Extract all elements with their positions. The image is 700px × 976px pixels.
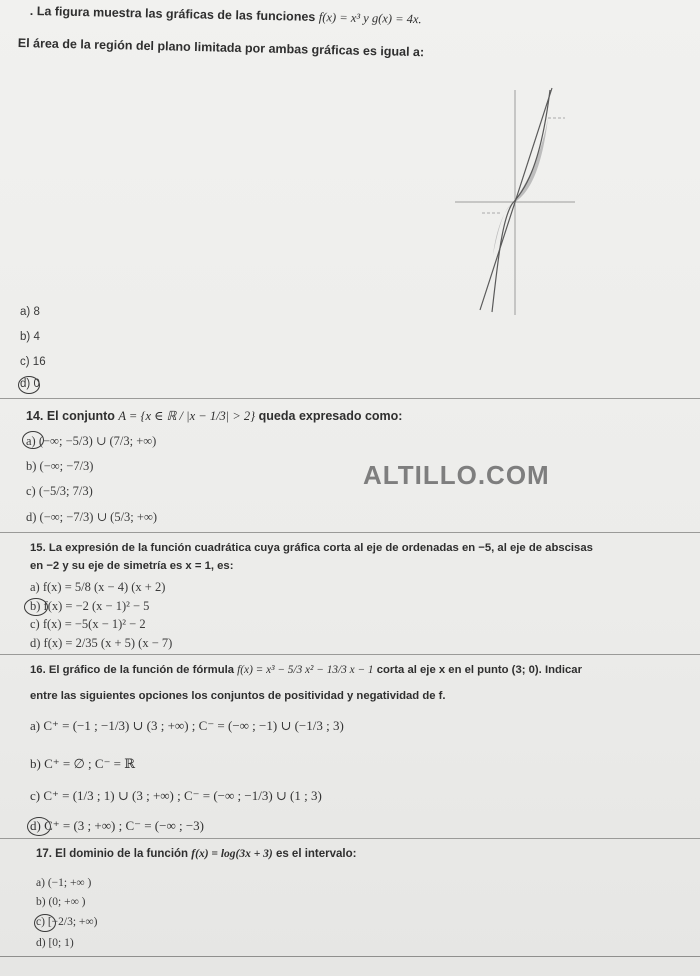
q14-set-definition: A = {x ∈ ℝ / |x − 1/3| > 2} <box>118 409 256 423</box>
option-label: a) <box>20 306 31 318</box>
q17-option-b[interactable] <box>36 896 86 908</box>
divider <box>0 838 700 839</box>
q16-option-d[interactable] <box>30 818 204 834</box>
q15-statement-line2: en −2 y su eje de simetría es x = 1, es: <box>30 560 234 572</box>
q15-answer-mark <box>24 598 48 616</box>
q14-option-b[interactable] <box>26 459 93 474</box>
q14-option-d[interactable] <box>26 509 157 525</box>
q15-statement-line1: 15. La expresión de la función cuadrática cuya gráfica corta al eje de ordenadas en −5, al eje de abscisas <box>30 542 593 554</box>
option-text: f(x) = 5/8 (x − 4) (x + 2) <box>42 580 166 594</box>
option-text: (−∞; −7/3) ∪ (5/3; +∞) <box>39 510 158 524</box>
option-label: b) <box>26 459 37 473</box>
option-label: d) <box>30 818 41 833</box>
q17-statement-prefix: 17. El dominio de la función <box>36 848 189 860</box>
q13-option-b[interactable] <box>20 331 40 343</box>
option-label: b) <box>20 331 31 343</box>
f-cubic-graph <box>492 90 550 312</box>
q13-statement-line1 <box>30 4 422 27</box>
option-text: (−5/3; 7/3) <box>38 484 93 498</box>
option-text: (0; +∞ ) <box>48 896 86 908</box>
option-text: 8 <box>33 306 40 318</box>
q16-statement-line2: entre las siguientes opciones los conjuntos de positividad y negatividad de f. <box>30 690 446 702</box>
option-label: d) <box>30 636 41 650</box>
shaded-region-upper <box>512 118 548 204</box>
q17-statement-suffix: es el intervalo: <box>275 848 357 860</box>
q13-statement-line2: El área de la región del plano limitada por ambas gráficas es igual a: <box>17 36 425 60</box>
option-text: f(x) = −5(x − 1)² − 2 <box>42 617 146 631</box>
q13-option-c[interactable] <box>20 356 46 368</box>
divider <box>0 532 700 533</box>
q16-statement-suffix: corta al eje x en el punto (3; 0). Indicar <box>376 664 582 676</box>
option-text: f(x) = −2 (x − 1)² − 5 <box>43 599 150 613</box>
option-text: C⁺ = ∅ ; C⁻ = ℝ <box>44 756 136 771</box>
option-label: c) <box>20 356 30 368</box>
q16-option-c[interactable] <box>30 788 322 804</box>
option-label: a) <box>36 877 45 889</box>
option-label: c) <box>26 484 36 498</box>
q13-functions: f(x) = x³ y g(x) = 4x. <box>318 10 422 27</box>
divider <box>0 398 700 399</box>
q17-statement <box>36 848 356 860</box>
q15-option-a[interactable] <box>30 580 165 595</box>
option-label: c) <box>36 916 45 928</box>
option-text: 16 <box>32 356 46 368</box>
option-label: b) <box>30 756 41 771</box>
q17-option-a[interactable] <box>36 877 91 889</box>
q14-statement <box>26 408 402 424</box>
q13-option-a[interactable] <box>20 306 40 318</box>
q15-option-d[interactable] <box>30 636 172 651</box>
q13-answer-mark <box>18 376 40 394</box>
option-label: b) <box>30 599 41 613</box>
q17-function-formula: f(x) = log(3x + 3) <box>191 848 273 860</box>
option-text: C⁺ = (1/3 ; 1) ∪ (3 ; +∞) ; C⁻ = (−∞ ; −1/3) ∪ (1 ; 3) <box>43 788 322 803</box>
watermark: ALTILLO.COM <box>363 460 550 490</box>
option-label: d) <box>26 510 37 524</box>
option-text: 4 <box>33 331 40 343</box>
option-label: d) <box>36 937 46 949</box>
option-label: d) <box>20 378 31 390</box>
divider <box>0 956 700 957</box>
option-label: a) <box>30 718 41 733</box>
q16-option-b[interactable] <box>30 756 135 772</box>
q14-answer-mark <box>22 431 44 449</box>
option-text: [0; 1) <box>48 937 74 949</box>
option-label: a) <box>26 434 36 448</box>
q16-option-a[interactable] <box>30 718 344 734</box>
q17-answer-mark <box>34 914 56 932</box>
option-text: C⁺ = (−1 ; −1/3) ∪ (3 ; +∞) ; C⁻ = (−∞ ; −1) ∪ (−1/3 ; 3) <box>43 718 344 733</box>
option-label: b) <box>36 896 46 908</box>
q14-option-c[interactable] <box>26 484 93 499</box>
option-text: (−1; +∞ ) <box>47 877 92 889</box>
q14-option-a[interactable] <box>26 433 156 449</box>
option-text: (−∞; −5/3) ∪ (7/3; +∞) <box>38 434 157 448</box>
q15-option-c[interactable] <box>30 617 146 632</box>
option-text: f(x) = 2/35 (x + 5) (x − 7) <box>43 636 173 650</box>
option-text: [−2/3; +∞) <box>47 916 98 928</box>
q16-answer-mark <box>27 817 51 836</box>
option-text: (−∞; −7/3) <box>39 459 94 473</box>
q13-statement-prefix: . La figura muestra las gráficas de las funciones <box>29 4 316 24</box>
shaded-region-lower <box>493 204 512 255</box>
option-label: c) <box>30 617 40 631</box>
q16-statement-line1 <box>30 664 582 676</box>
q14-statement-suffix: queda expresado como: <box>258 409 403 423</box>
divider <box>0 654 700 655</box>
q17-option-d[interactable] <box>36 937 74 949</box>
q14-statement-prefix: 14. El conjunto <box>26 409 115 423</box>
option-label: a) <box>30 580 40 594</box>
option-label: c) <box>30 788 41 803</box>
q13-graph-figure <box>440 80 580 320</box>
q16-function-formula: f(x) = x³ − 5/3 x² − 13/3 x − 1 <box>237 664 374 676</box>
option-text: C⁺ = (3 ; +∞) ; C⁻ = (−∞ ; −3) <box>44 818 205 833</box>
option-text: 0 <box>33 378 40 390</box>
q16-statement-prefix: 16. El gráfico de la función de fórmula <box>30 664 235 676</box>
